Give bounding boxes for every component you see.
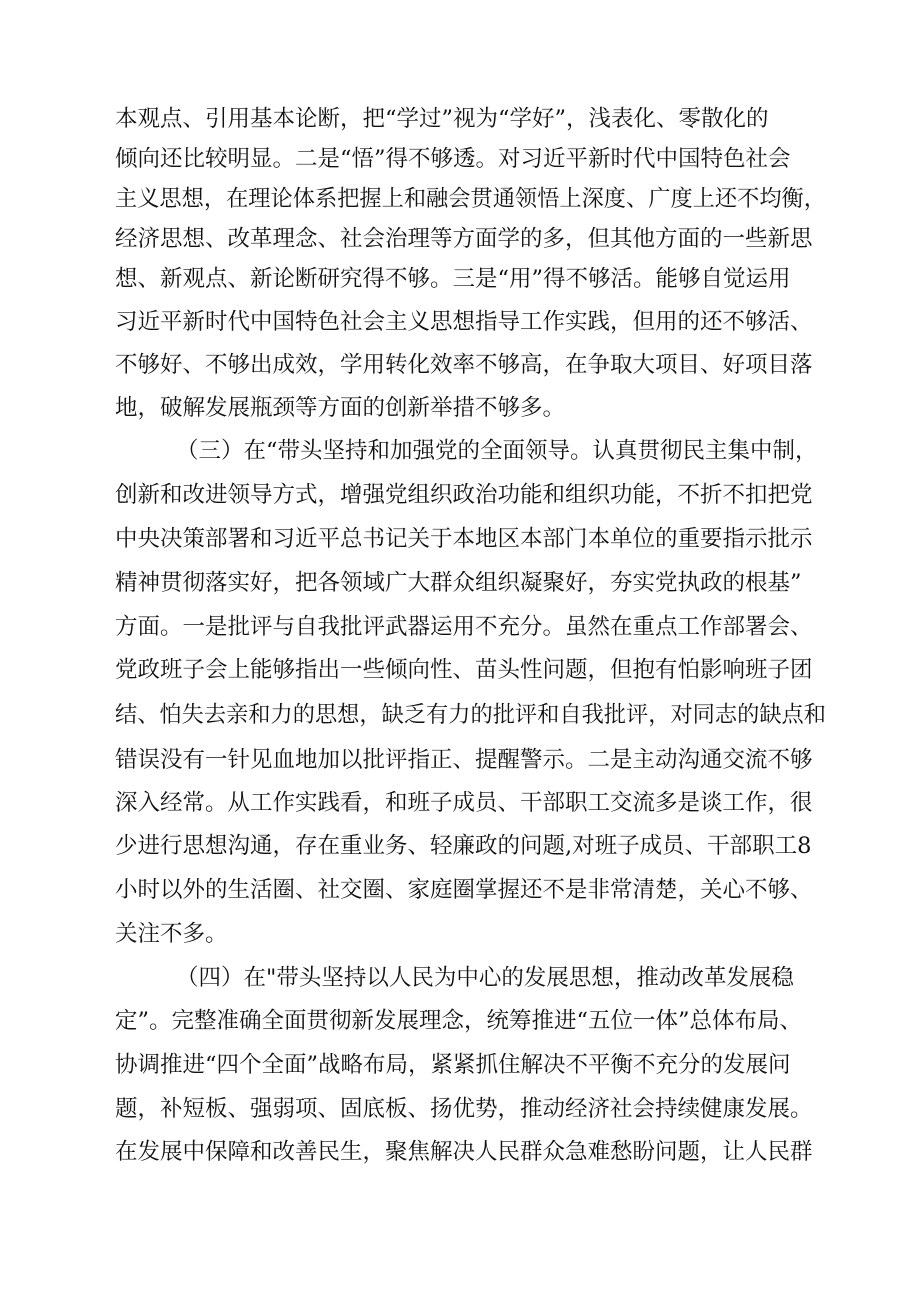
- text-line: [0, 345, 920, 385]
- text-line: [0, 431, 920, 471]
- text-line: [0, 475, 920, 515]
- text-line: [0, 563, 920, 603]
- text-line: [0, 99, 920, 139]
- line-text: 少进行思想沟通，存在重业务、轻廉政的问题,对班子成员、干部职工8: [115, 833, 812, 859]
- text-line: [0, 607, 920, 647]
- text-line: [0, 219, 920, 259]
- line-text: 题，补短板、强弱项、固底板、扬优势，推动经济社会持续健康发展。: [115, 1096, 813, 1122]
- text-line: [0, 139, 920, 179]
- line-text: 小时以外的生活圈、社交圈、家庭圈掌握还不是非常清楚，关心不够、: [115, 877, 813, 903]
- text-line: [0, 826, 920, 866]
- line-text: 党政班子会上能够指出一些倾向性、苗头性问题，但抱有怕影响班子团: [115, 657, 813, 683]
- text-line: [0, 740, 920, 780]
- text-line: [0, 388, 920, 428]
- line-text: 中央决策部署和习近平总书记关于本地区本部门本单位的重要指示批示: [115, 526, 813, 552]
- line-text: （四）在"带头坚持以人民为中心的发展思想，推动改革发展稳: [176, 965, 794, 991]
- text-line: [0, 914, 920, 954]
- line-text: 精神贯彻落实好，把各领域广大群众组织凝聚好，夯实党执政的根基”: [115, 570, 802, 596]
- line-text: 地，破解发展瓶颈等方面的创新举措不够多。: [115, 395, 566, 421]
- line-text: 定”。完整准确全面贯彻新发展理念，统筹推进“五位一体”总体布局、: [115, 1008, 803, 1034]
- line-text: 习近平新时代中国特色社会主义思想指导工作实践，但用的还不够活、: [115, 309, 813, 335]
- text-line: [0, 302, 920, 342]
- line-text: 结、怕失去亲和力的思想，缺乏有力的批评和自我批评，对同志的缺点和: [115, 702, 826, 728]
- line-text: 主义思想，在理论体系把握上和融会贯通领悟上深度、广度上还不均衡，: [115, 186, 826, 212]
- line-text: 经济思想、改革理念、社会治理等方面学的多，但其他方面的一些新思: [115, 226, 813, 252]
- text-line: [0, 259, 920, 299]
- text-line: [0, 1089, 920, 1129]
- line-text: 创新和改进领导方式，增强党组织政治功能和组织功能，不折不扣把党: [115, 482, 813, 508]
- text-line: [0, 179, 920, 219]
- text-line: [0, 1001, 920, 1041]
- line-text: 本观点、引用基本论断，把“学过”视为“学好”，浅表化、零散化的: [115, 106, 769, 132]
- line-text: 不够好、不够出成效，学用转化效率不够高，在争取大项目、好项目落: [115, 352, 813, 378]
- text-line: [0, 695, 920, 735]
- line-text: 协调推进“四个全面”战略布局，紧紧抓住解决不平衡不充分的发展问: [115, 1052, 791, 1078]
- line-text: 深入经常。从工作实践看，和班子成员、干部职工交流多是谈工作，很: [115, 790, 813, 816]
- line-text: 想、新观点、新论断研究得不够。三是“用”得不够活。能够自觉运用: [115, 266, 791, 292]
- text-line: [0, 519, 920, 559]
- text-line: [0, 1132, 920, 1172]
- text-line: [0, 650, 920, 690]
- line-text: （三）在“带头坚持和加强党的全面领导。认真贯彻民主集中制，: [176, 438, 818, 464]
- line-text: 方面。一是批评与自我批评武器运用不充分。虽然在重点工作部署会、: [115, 614, 813, 640]
- text-line: [0, 870, 920, 910]
- text-line: [0, 783, 920, 823]
- text-line: [0, 958, 920, 998]
- line-text: 关注不多。: [115, 921, 228, 947]
- line-text: 倾向还比较明显。二是“悟”得不够透。对习近平新时代中国特色社会: [115, 146, 791, 172]
- text-line: [0, 1045, 920, 1085]
- line-text: 错误没有一针见血地加以批评指正、提醒警示。二是主动沟通交流不够: [115, 747, 813, 773]
- line-text: 在发展中保障和改善民生，聚焦解决人民群众急难愁盼问题，让人民群: [115, 1139, 813, 1165]
